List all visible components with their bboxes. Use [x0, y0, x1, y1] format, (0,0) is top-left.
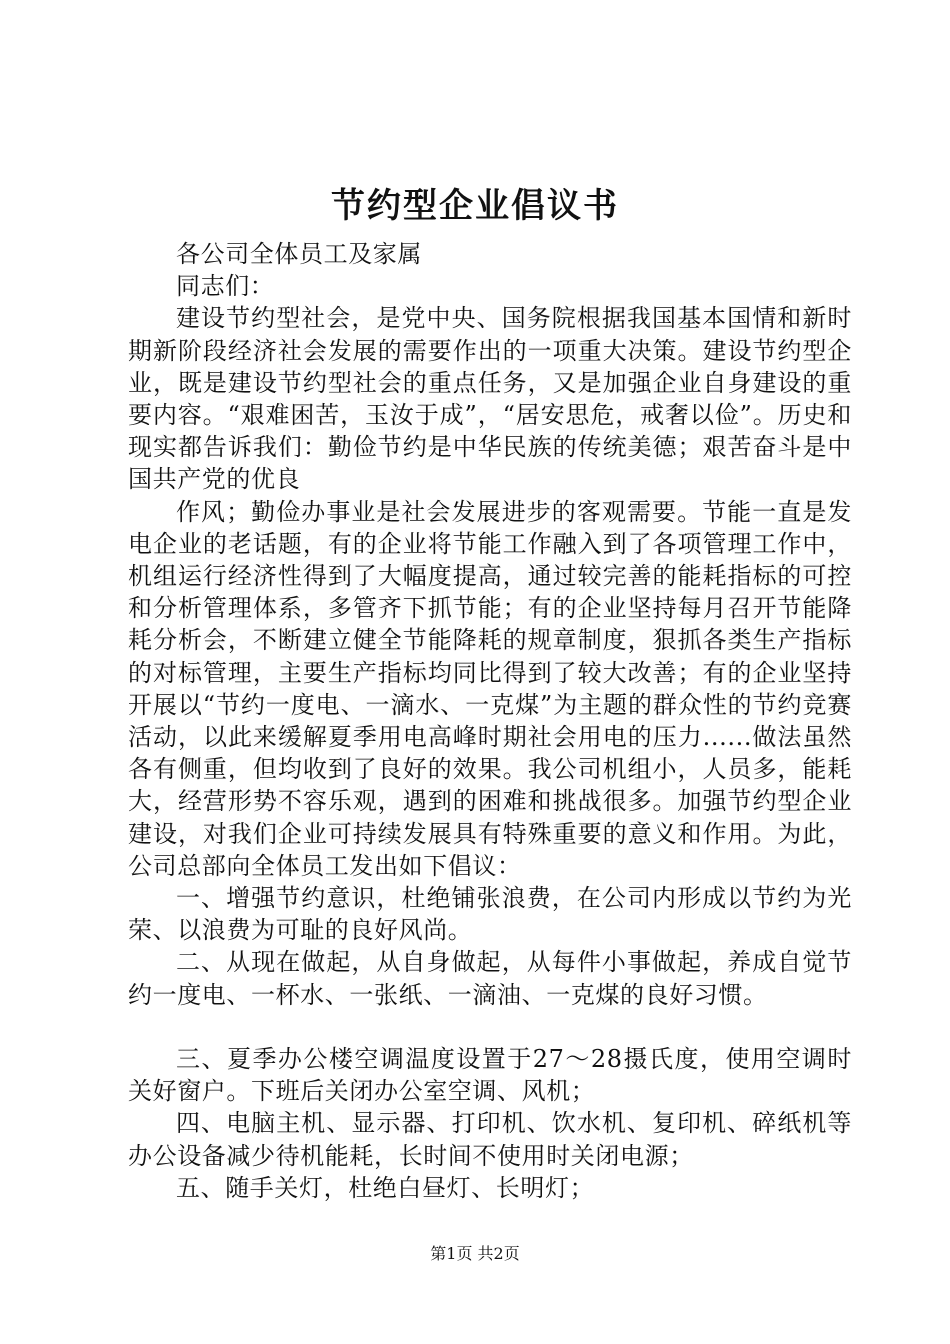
document-title: 节约型企业倡议书 [331, 186, 619, 226]
proposal-item-4: 四、电脑主机、显示器、打印机、饮水机、复印机、碎纸机等办公设备减少待机能耗，长时间不使用时关闭电源； [128, 1109, 852, 1170]
salutation-recipients: 各公司全体员工及家属 [176, 240, 422, 268]
page-footer: 第1页 共2页 [430, 1244, 520, 1263]
paragraph-introduction: 建设节约型社会，是党中央、国务院根据我国基本国情和新时期新阶段经济社会发展的需要作出的一项重大决策。建设节约型企业，既是建设节约型社会的重点任务，又是加强企业自身建设的重要内容。“艰难困苦，玉汝于成”，“居安思危，戒奢以俭”。历史和现实都告诉我们：勤俭节约是中华民族的传统美德；艰苦奋斗是中国共产党的优良 [128, 304, 852, 494]
proposal-item-5: 五、随手关灯，杜绝白昼灯、长明灯； [176, 1173, 595, 1202]
salutation-greeting: 同志们： [176, 272, 275, 301]
proposal-item-2: 二、从现在做起，从自身做起，从每件小事做起，养成自觉节约一度电、一杯水、一张纸、一滴油、一克煤的良好习惯。 [128, 948, 852, 1009]
proposal-item-1: 一、增强节约意识，杜绝铺张浪费，在公司内形成以节约为光荣、以浪费为可耻的良好风尚。 [128, 884, 852, 945]
proposal-item-3: 三、夏季办公楼空调温度设置于27～28摄氏度，使用空调时关好窗户。下班后关闭办公室空调、风机； [128, 1045, 852, 1106]
document-body [128, 238, 852, 1204]
paragraph-background: 作风；勤俭办事业是社会发展进步的客观需要。节能一直是发电企业的老话题，有的企业将节能工作融入到了各项管理工作中，机组运行经济性得到了大幅度提高，通过较完善的能耗指标的可控和分析管理体系，多管齐下抓节能；有的企业坚持每月召开节能降耗分析会，不断建立健全节能降耗的规章制度，狠抓各类生产指标的对标管理，主要生产指标均同比得到了较大改善；有的企业坚持开展以“节约一度电、一滴水、一克煤”为主题的群众性的节约竞赛活动，以此来缓解夏季用电高峰时期社会用电的压力......做法虽然各有侧重，但均收到了良好的效果。我公司机组小，人员多，能耗大，经营形势不容乐观，遇到的困难和挑战很多。加强节约型企业建设，对我们企业可持续发展具有特殊重要的意义和作用。为此，公司总部向全体员工发出如下倡议： [128, 497, 852, 880]
